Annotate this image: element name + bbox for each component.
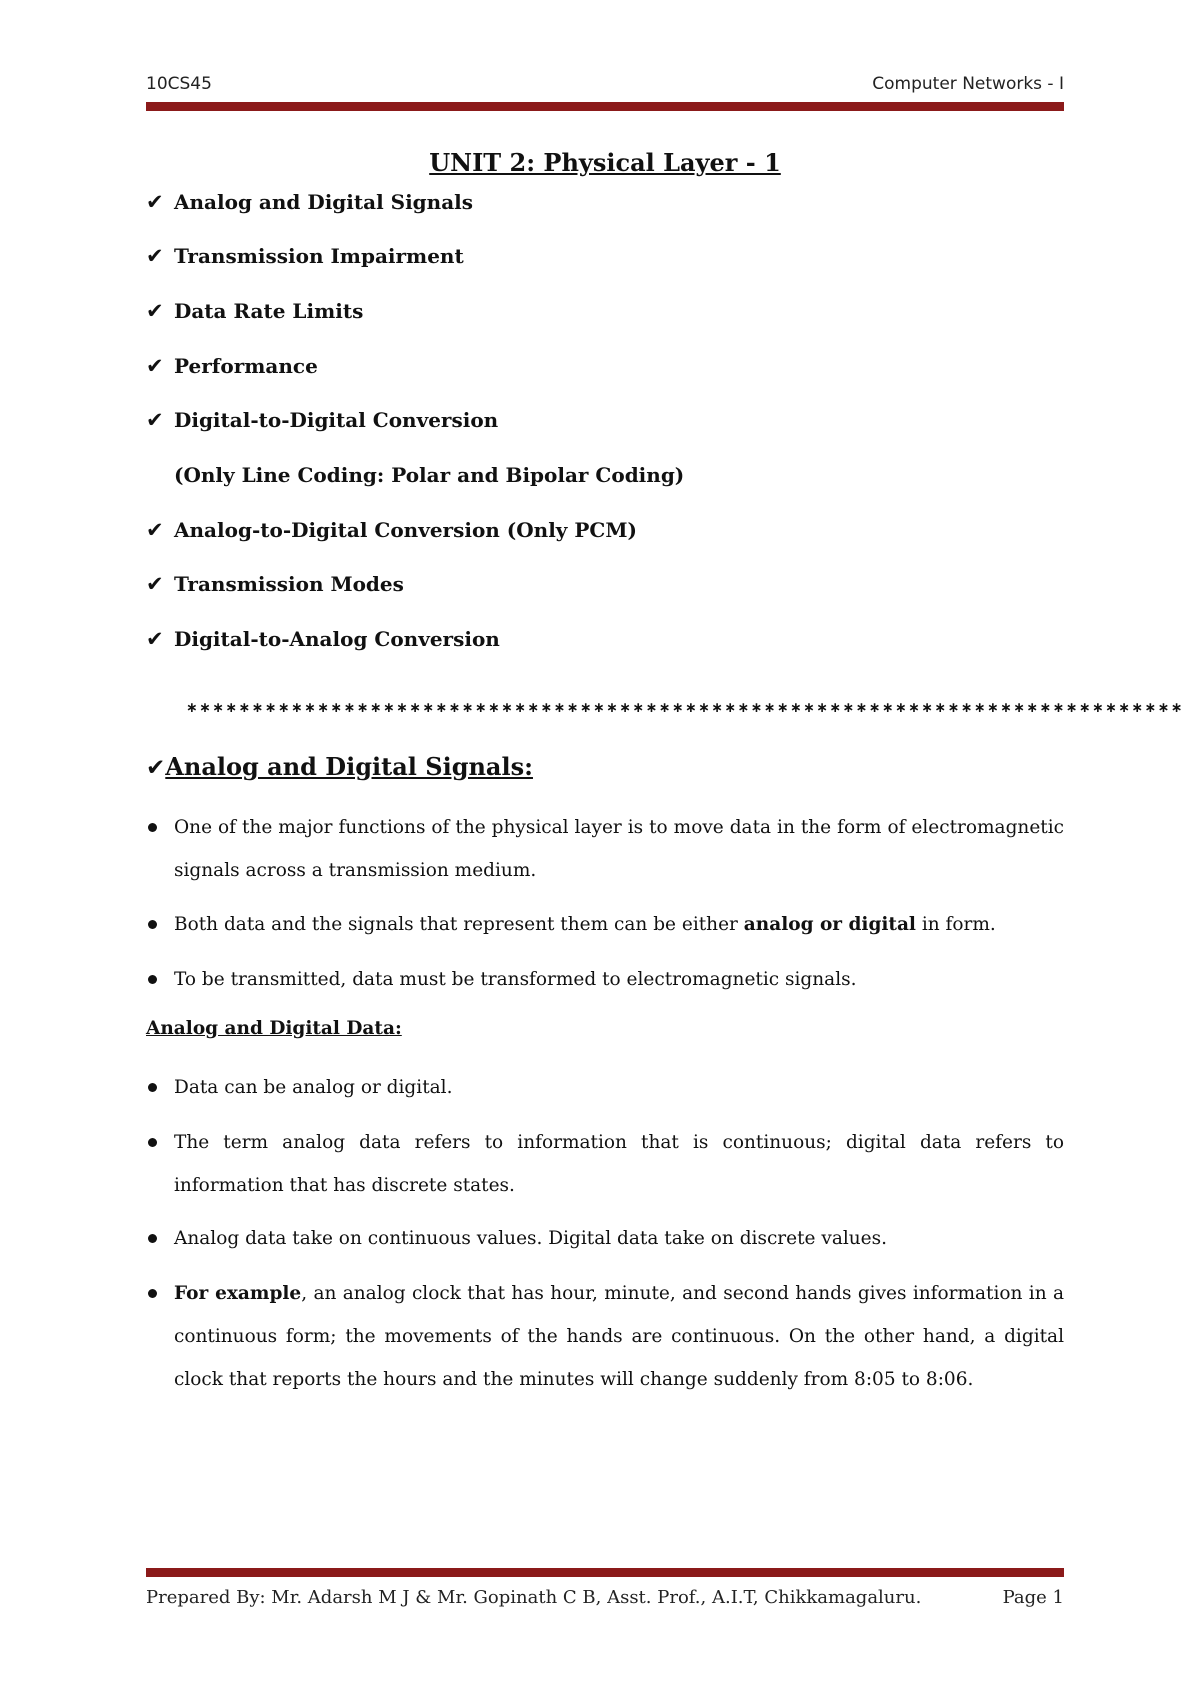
bullet-icon xyxy=(148,823,157,832)
checkmark-icon: ✔ xyxy=(146,408,164,432)
bullet-icon xyxy=(148,1083,157,1092)
topic-item: ✔ Digital-to-Analog Conversion xyxy=(146,627,500,651)
document-page xyxy=(146,0,1184,1696)
checkmark-icon: ✔ xyxy=(146,627,164,651)
bullet-icon xyxy=(148,975,157,984)
list-item: To be transmitted, data must be transformed to electromagnetic signals. xyxy=(146,958,1064,1001)
section-heading: ✔Analog and Digital Signals: xyxy=(146,752,533,781)
topic-item: ✔ Transmission Modes xyxy=(146,572,404,596)
checkmark-icon: ✔ xyxy=(146,354,164,378)
footer-rule xyxy=(146,1568,1064,1577)
page-number: Page 1 xyxy=(1002,1587,1064,1608)
list-item: One of the major functions of the physical layer is to move data in the form of electromagnetic signals across a transmission medium. xyxy=(146,806,1064,892)
page-header xyxy=(146,74,1064,98)
bullet-icon xyxy=(148,1234,157,1243)
course-title: Computer Networks - I xyxy=(872,74,1064,94)
list-item: The term analog data refers to information that is continuous; digital data refers to information that has discrete states. xyxy=(146,1121,1064,1207)
list-item: Analog data take on continuous values. Digital data take on discrete values. xyxy=(146,1217,1064,1260)
topic-item: ✔ Transmission Impairment xyxy=(146,244,464,268)
topic-item: ✔ Analog and Digital Signals xyxy=(146,190,474,214)
asterisk-separator: ∗∗∗∗∗∗∗∗∗∗∗∗∗∗∗∗∗∗∗∗∗∗∗∗∗∗∗∗∗∗∗∗∗∗∗∗∗∗∗∗∗∗∗∗∗∗∗∗∗∗∗∗∗∗∗∗∗∗∗∗∗∗∗∗∗∗∗∗∗∗∗∗∗∗∗∗ xyxy=(186,700,1184,716)
course-code: 10CS45 xyxy=(146,74,212,94)
topic-item: ✔ Digital-to-Digital Conversion xyxy=(146,408,499,432)
header-rule xyxy=(146,102,1064,111)
topic-subnote: (Only Line Coding: Polar and Bipolar Coding) xyxy=(174,463,685,487)
topic-item: ✔ Performance xyxy=(146,354,318,378)
checkmark-icon: ✔ xyxy=(146,244,164,268)
unit-title: UNIT 2: Physical Layer - 1 xyxy=(429,148,781,177)
checkmark-icon: ✔ xyxy=(146,755,166,781)
checkmark-icon: ✔ xyxy=(146,572,164,596)
checkmark-icon: ✔ xyxy=(146,299,164,323)
checkmark-icon: ✔ xyxy=(146,190,164,214)
topic-item: ✔ Analog-to-Digital Conversion (Only PCM) xyxy=(146,518,637,542)
bullet-icon xyxy=(148,1289,157,1298)
list-item: For example, an analog clock that has hour, minute, and second hands gives information in a continuous form; the movements of the hands are continuous. On the other hand, a digital clock that reports the hours and the minutes will change suddenly from 8:05 to 8:06. xyxy=(146,1272,1064,1401)
bullet-icon xyxy=(148,1138,157,1147)
subsection-heading: Analog and Digital Data: xyxy=(146,1018,402,1039)
checkmark-icon: ✔ xyxy=(146,518,164,542)
bullet-icon xyxy=(148,920,157,929)
list-item: Both data and the signals that represent them can be either analog or digital in form. xyxy=(146,903,1064,946)
author-credit: Prepared By: Mr. Adarsh M J & Mr. Gopinath C B, Asst. Prof., A.I.T, Chikkamagaluru. xyxy=(146,1587,922,1608)
list-item: Data can be analog or digital. xyxy=(146,1066,1064,1109)
topic-item: ✔ Data Rate Limits xyxy=(146,299,364,323)
